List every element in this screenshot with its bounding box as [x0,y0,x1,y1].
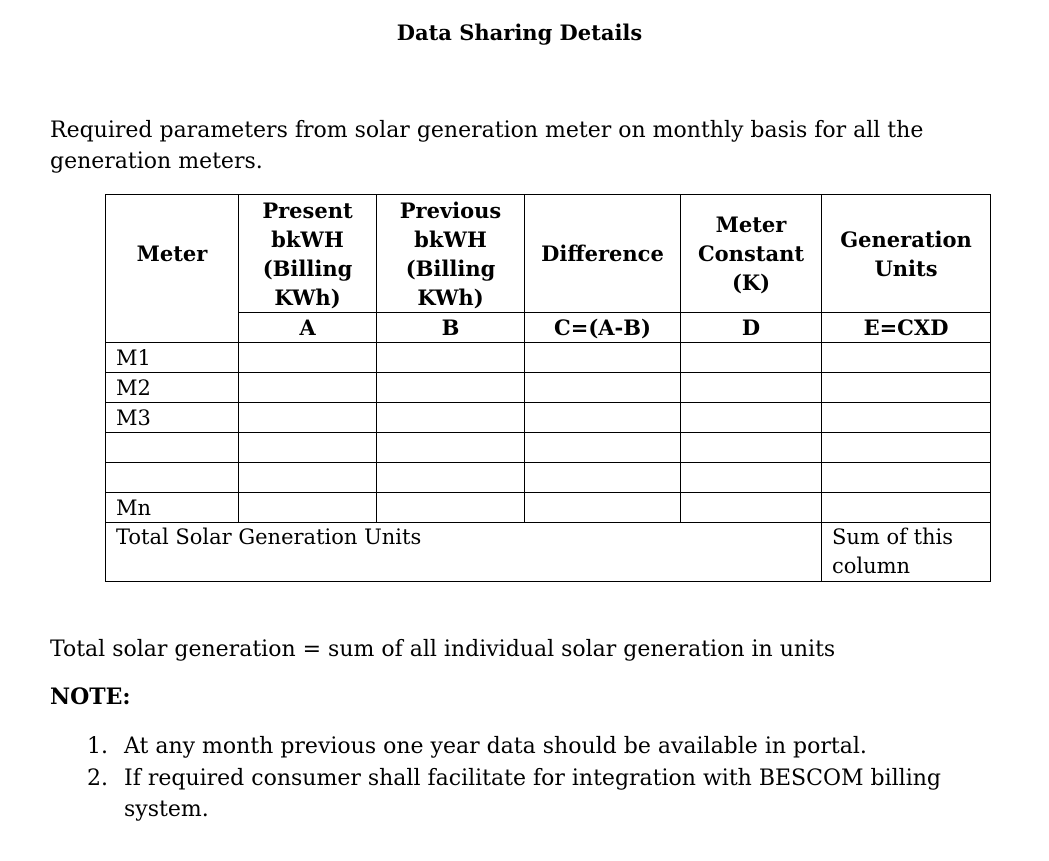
summary-text: Total solar generation = sum of all individual solar generation in units [50,637,836,662]
previous-cell [377,463,525,493]
difference-cell [525,433,681,463]
note-heading: NOTE: [50,684,131,710]
constant-cell [681,463,822,493]
page-title: Data Sharing Details [396,20,643,45]
generation-cell [822,493,991,523]
present-cell [239,403,377,433]
table-header-row [106,195,991,313]
previous-cell [377,433,525,463]
constant-cell [681,343,822,373]
generation-cell [822,433,991,463]
table-row [106,343,991,373]
meter-cell [106,463,239,493]
formula-c: C=(A-B) [525,313,681,343]
generation-cell [822,373,991,403]
notes-list [50,731,950,826]
list-item [50,731,950,762]
constant-cell [681,433,822,463]
list-item-text: At any month previous one year data should be available in portal. [124,734,867,759]
formula-e: E=CXD [822,313,991,343]
generation-cell [822,343,991,373]
present-cell [239,343,377,373]
difference-cell [525,463,681,493]
difference-cell [525,493,681,523]
table-row [106,493,991,523]
difference-cell [525,343,681,373]
meter-cell [106,433,239,463]
present-cell [239,493,377,523]
constant-cell [681,403,822,433]
present-cell [239,373,377,403]
table-row [106,433,991,463]
meter-data-table [105,194,991,582]
formula-a: A [239,313,377,343]
meter-cell: Mn [106,493,239,523]
formula-meter-blank [106,313,239,343]
list-item [50,763,950,825]
header-meter-constant: Meter Constant (K) [681,195,822,313]
list-item-number: 1. [87,734,108,759]
total-label: Total Solar Generation Units [106,523,822,582]
difference-cell [525,403,681,433]
meter-cell: M2 [106,373,239,403]
intro-paragraph: Required parameters from solar generation meter on monthly basis for all the generation meters. [50,118,924,174]
previous-cell [377,343,525,373]
generation-cell [822,403,991,433]
table-total-row [106,523,991,582]
table-formula-row [106,313,991,343]
table-row [106,403,991,433]
meter-cell: M3 [106,403,239,433]
list-item-number: 2. [87,766,108,791]
formula-b: B [377,313,525,343]
header-meter: Meter [106,195,239,313]
table-row [106,463,991,493]
previous-cell [377,373,525,403]
header-present-bkwh: Present bkWH (Billing KWh) [239,195,377,313]
difference-cell [525,373,681,403]
previous-cell [377,403,525,433]
list-item-text: If required consumer shall facilitate for integration with BESCOM billing system. [124,766,941,822]
header-difference: Difference [525,195,681,313]
constant-cell [681,493,822,523]
constant-cell [681,373,822,403]
generation-cell [822,463,991,493]
meter-cell: M1 [106,343,239,373]
header-previous-bkwh: Previous bkWH (Billing KWh) [377,195,525,313]
previous-cell [377,493,525,523]
table-row [106,373,991,403]
present-cell [239,433,377,463]
header-generation-units: Generation Units [822,195,991,313]
total-value: Sum of this column [822,523,991,582]
formula-d: D [681,313,822,343]
present-cell [239,463,377,493]
